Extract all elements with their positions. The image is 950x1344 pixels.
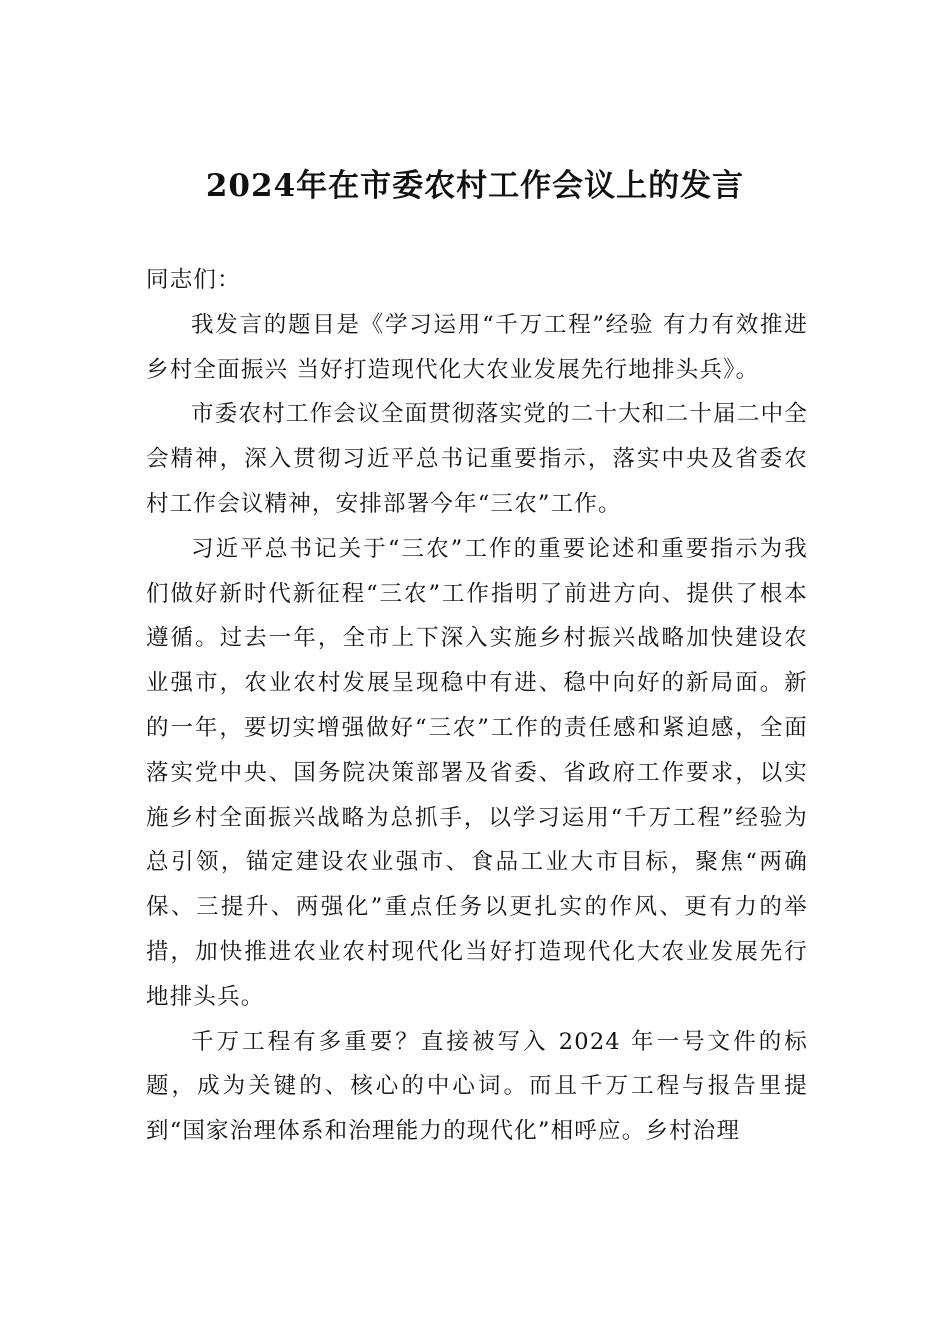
paragraph-guidance: 习近平总书记关于“三农”工作的重要论述和重要指示为我们做好新时代新征程“三农”工作指明了前进方向、提供了根本遵循。过去一年，全市上下深入实施乡村振兴战略加快建设农业强市，农业农村发展呈现稳中有进、稳中向好的新局面。新的一年，要切实增强做好“三农”工作的责任感和紧迫感，全面落实党中央、国务院决策部署及省委、省政府工作要求，以实施乡村全面振兴战略为总抓手，以学习运用“千万工程”经验为总引领，锚定建设农业强市、食品工业大市目标，聚焦“两确保、三提升、两强化”重点任务以更扎实的作风、更有力的举措，加快推进农业农村现代化当好打造现代化大农业发展先行地排头兵。 — [146, 535, 808, 1010]
greeting: 同志们： — [146, 267, 241, 293]
paragraph-importance: 千万工程有多重要？直接被写入 2024 年一号文件的标题，成为关键的、核心的中心词。而且千万工程与报告里提到“国家治理体系和治理能力的现代化”相呼应。乡村治理 — [146, 1028, 808, 1145]
paragraph-topic: 我发言的题目是《学习运用“千万工程”经验 有力有效推进乡村全面振兴 当好打造现代化大农业发展先行地排头兵》。 — [146, 311, 808, 383]
paragraph-meeting-summary: 市委农村工作会议全面贯彻落实党的二十大和二十届二中全会精神，深入贯彻习近平总书记重要指示，落实中央及省委农村工作会议精神，安排部署今年“三农”工作。 — [146, 401, 808, 517]
document-body — [146, 258, 808, 1154]
document-title: 2024年在市委农村工作会议上的发言 — [205, 168, 745, 204]
